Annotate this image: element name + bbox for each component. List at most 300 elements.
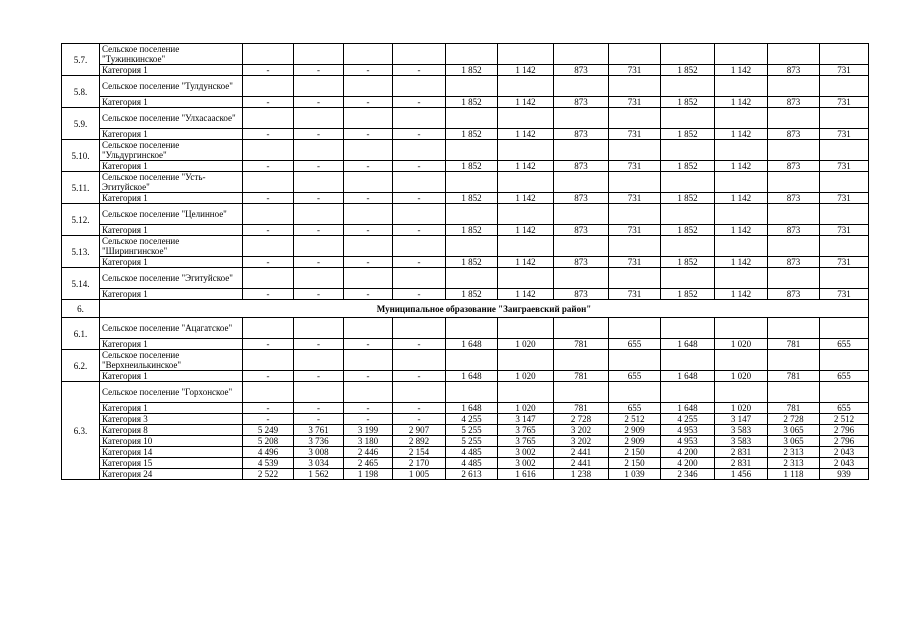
value-cell: - bbox=[393, 339, 446, 350]
settlement-code: 5.10. bbox=[62, 140, 100, 172]
value-cell: 3 147 bbox=[498, 414, 554, 425]
empty-cell bbox=[393, 76, 446, 97]
empty-cell bbox=[446, 318, 498, 339]
empty-cell bbox=[243, 204, 294, 225]
empty-cell bbox=[609, 76, 661, 97]
empty-cell bbox=[609, 382, 661, 403]
category-row bbox=[62, 193, 869, 204]
category-label: Категория 1 bbox=[100, 65, 243, 76]
empty-cell bbox=[820, 236, 869, 257]
value-cell: 873 bbox=[554, 161, 609, 172]
value-cell: - bbox=[393, 129, 446, 140]
value-cell: - bbox=[243, 289, 294, 300]
empty-cell bbox=[294, 382, 344, 403]
value-cell: 731 bbox=[609, 97, 661, 108]
empty-cell bbox=[446, 172, 498, 193]
value-cell: 2 441 bbox=[554, 458, 609, 469]
category-label: Категория 1 bbox=[100, 129, 243, 140]
value-cell: - bbox=[393, 403, 446, 414]
value-cell: 2 728 bbox=[554, 414, 609, 425]
value-cell: 3 180 bbox=[344, 436, 393, 447]
value-cell: 1 852 bbox=[661, 225, 715, 236]
value-cell: - bbox=[294, 161, 344, 172]
category-label: Категория 1 bbox=[100, 161, 243, 172]
value-cell: 1 142 bbox=[715, 193, 768, 204]
value-cell: - bbox=[344, 161, 393, 172]
empty-cell bbox=[715, 236, 768, 257]
value-cell: 3 583 bbox=[715, 425, 768, 436]
empty-cell bbox=[661, 236, 715, 257]
settlement-code: 5.9. bbox=[62, 108, 100, 140]
value-cell: 1 142 bbox=[715, 161, 768, 172]
value-cell: 2 441 bbox=[554, 447, 609, 458]
empty-cell bbox=[715, 350, 768, 371]
empty-cell bbox=[768, 140, 820, 161]
empty-cell bbox=[609, 44, 661, 65]
value-cell: 781 bbox=[554, 339, 609, 350]
settlement-row bbox=[62, 350, 869, 371]
value-cell: 1 852 bbox=[446, 65, 498, 76]
empty-cell bbox=[768, 76, 820, 97]
value-cell: 3 761 bbox=[294, 425, 344, 436]
value-cell: 2 512 bbox=[609, 414, 661, 425]
empty-cell bbox=[498, 236, 554, 257]
empty-cell bbox=[344, 204, 393, 225]
value-cell: 2 154 bbox=[393, 447, 446, 458]
value-cell: 873 bbox=[768, 65, 820, 76]
settlement-name: Сельское поселение "Горхонское" bbox=[100, 382, 243, 403]
empty-cell bbox=[715, 140, 768, 161]
value-cell: 731 bbox=[820, 161, 869, 172]
value-cell: - bbox=[294, 65, 344, 76]
empty-cell bbox=[609, 140, 661, 161]
value-cell: - bbox=[294, 371, 344, 382]
empty-cell bbox=[820, 350, 869, 371]
empty-cell bbox=[498, 140, 554, 161]
empty-cell bbox=[715, 76, 768, 97]
value-cell: - bbox=[243, 257, 294, 268]
value-cell: - bbox=[344, 65, 393, 76]
category-row bbox=[62, 436, 869, 447]
value-cell: - bbox=[344, 97, 393, 108]
value-cell: 4 255 bbox=[446, 414, 498, 425]
settlement-row bbox=[62, 172, 869, 193]
value-cell: 2 313 bbox=[768, 458, 820, 469]
value-cell: 1 142 bbox=[498, 193, 554, 204]
value-cell: 731 bbox=[820, 289, 869, 300]
settlement-code: 5.12. bbox=[62, 204, 100, 236]
value-cell: 1 142 bbox=[715, 257, 768, 268]
empty-cell bbox=[393, 204, 446, 225]
value-cell: - bbox=[294, 403, 344, 414]
value-cell: - bbox=[294, 97, 344, 108]
value-cell: - bbox=[344, 289, 393, 300]
settlement-row bbox=[62, 236, 869, 257]
value-cell: 3 765 bbox=[498, 425, 554, 436]
empty-cell bbox=[446, 44, 498, 65]
empty-cell bbox=[446, 76, 498, 97]
value-cell: 1 142 bbox=[498, 289, 554, 300]
value-cell: 4 485 bbox=[446, 458, 498, 469]
value-cell: - bbox=[393, 371, 446, 382]
value-cell: 1 142 bbox=[715, 225, 768, 236]
value-cell: 1 142 bbox=[715, 65, 768, 76]
value-cell: 5 255 bbox=[446, 436, 498, 447]
empty-cell bbox=[393, 382, 446, 403]
value-cell: 873 bbox=[554, 225, 609, 236]
value-cell: 873 bbox=[554, 65, 609, 76]
value-cell: 1 118 bbox=[768, 469, 820, 480]
value-cell: 873 bbox=[554, 193, 609, 204]
value-cell: 2 909 bbox=[609, 436, 661, 447]
settlement-row bbox=[62, 204, 869, 225]
settlement-row bbox=[62, 108, 869, 129]
empty-cell bbox=[554, 172, 609, 193]
empty-cell bbox=[609, 204, 661, 225]
value-cell: 1 039 bbox=[609, 469, 661, 480]
value-cell: - bbox=[243, 403, 294, 414]
value-cell: 3 002 bbox=[498, 458, 554, 469]
value-cell: - bbox=[243, 193, 294, 204]
empty-cell bbox=[554, 140, 609, 161]
value-cell: 2 150 bbox=[609, 447, 661, 458]
empty-cell bbox=[554, 76, 609, 97]
empty-cell bbox=[820, 108, 869, 129]
empty-cell bbox=[661, 172, 715, 193]
value-cell: 781 bbox=[768, 403, 820, 414]
value-cell: 4 200 bbox=[661, 458, 715, 469]
value-cell: 1 852 bbox=[446, 289, 498, 300]
value-cell: - bbox=[294, 225, 344, 236]
empty-cell bbox=[768, 268, 820, 289]
category-label: Категория 1 bbox=[100, 339, 243, 350]
value-cell: 1 852 bbox=[661, 257, 715, 268]
value-cell: 4 539 bbox=[243, 458, 294, 469]
empty-cell bbox=[554, 204, 609, 225]
category-row bbox=[62, 129, 869, 140]
empty-cell bbox=[243, 350, 294, 371]
empty-cell bbox=[820, 318, 869, 339]
category-label: Категория 1 bbox=[100, 225, 243, 236]
value-cell: 873 bbox=[768, 193, 820, 204]
value-cell: 3 065 bbox=[768, 425, 820, 436]
empty-cell bbox=[554, 268, 609, 289]
settlement-name: Сельское поселение "Эгитуйское" bbox=[100, 268, 243, 289]
value-cell: - bbox=[393, 414, 446, 425]
category-row bbox=[62, 289, 869, 300]
category-label: Категория 14 bbox=[100, 447, 243, 458]
category-row bbox=[62, 161, 869, 172]
empty-cell bbox=[393, 44, 446, 65]
value-cell: 873 bbox=[768, 257, 820, 268]
category-label: Категория 1 bbox=[100, 97, 243, 108]
empty-cell bbox=[243, 44, 294, 65]
value-cell: 873 bbox=[554, 97, 609, 108]
empty-cell bbox=[294, 236, 344, 257]
empty-cell bbox=[294, 108, 344, 129]
category-label: Категория 15 bbox=[100, 458, 243, 469]
empty-cell bbox=[820, 382, 869, 403]
value-cell: 731 bbox=[609, 129, 661, 140]
empty-cell bbox=[294, 350, 344, 371]
section-code: 6. bbox=[62, 300, 100, 318]
category-label: Категория 1 bbox=[100, 193, 243, 204]
value-cell: 2 728 bbox=[768, 414, 820, 425]
value-cell: 3 583 bbox=[715, 436, 768, 447]
empty-cell bbox=[344, 268, 393, 289]
value-cell: 731 bbox=[609, 257, 661, 268]
value-cell: 655 bbox=[609, 339, 661, 350]
value-cell: - bbox=[243, 129, 294, 140]
value-cell: - bbox=[393, 225, 446, 236]
value-cell: 2 346 bbox=[661, 469, 715, 480]
empty-cell bbox=[820, 204, 869, 225]
value-cell: 2 907 bbox=[393, 425, 446, 436]
empty-cell bbox=[344, 236, 393, 257]
empty-cell bbox=[661, 350, 715, 371]
empty-cell bbox=[715, 172, 768, 193]
value-cell: - bbox=[294, 257, 344, 268]
value-cell: - bbox=[243, 371, 294, 382]
empty-cell bbox=[715, 382, 768, 403]
settlement-name: Сельское поселение "Усть-Эгитуйское" bbox=[100, 172, 243, 193]
empty-cell bbox=[498, 382, 554, 403]
value-cell: 731 bbox=[609, 225, 661, 236]
value-cell: 873 bbox=[768, 97, 820, 108]
value-cell: 1 142 bbox=[498, 257, 554, 268]
category-row bbox=[62, 447, 869, 458]
value-cell: 1 852 bbox=[446, 161, 498, 172]
value-cell: 1 648 bbox=[446, 371, 498, 382]
value-cell: 2 313 bbox=[768, 447, 820, 458]
value-cell: 873 bbox=[768, 161, 820, 172]
value-cell: 731 bbox=[820, 225, 869, 236]
empty-cell bbox=[768, 108, 820, 129]
tariff-table bbox=[61, 43, 869, 480]
empty-cell bbox=[294, 44, 344, 65]
empty-cell bbox=[609, 236, 661, 257]
empty-cell bbox=[554, 350, 609, 371]
value-cell: 1 648 bbox=[446, 403, 498, 414]
value-cell: 2 043 bbox=[820, 447, 869, 458]
settlement-code: 6.2. bbox=[62, 350, 100, 382]
value-cell: - bbox=[344, 257, 393, 268]
settlement-name: Сельское поселение "Улхасаaское" bbox=[100, 108, 243, 129]
value-cell: 1 020 bbox=[715, 403, 768, 414]
value-cell: 731 bbox=[820, 193, 869, 204]
empty-cell bbox=[715, 268, 768, 289]
value-cell: 1 198 bbox=[344, 469, 393, 480]
value-cell: 655 bbox=[609, 403, 661, 414]
empty-cell bbox=[243, 268, 294, 289]
value-cell: 731 bbox=[609, 193, 661, 204]
settlement-row bbox=[62, 268, 869, 289]
value-cell: 1 852 bbox=[446, 193, 498, 204]
empty-cell bbox=[609, 350, 661, 371]
empty-cell bbox=[715, 44, 768, 65]
empty-cell bbox=[768, 172, 820, 193]
value-cell: 2 446 bbox=[344, 447, 393, 458]
value-cell: 2 892 bbox=[393, 436, 446, 447]
value-cell: 873 bbox=[768, 289, 820, 300]
value-cell: 1 020 bbox=[498, 339, 554, 350]
value-cell: 781 bbox=[554, 403, 609, 414]
value-cell: 1 020 bbox=[715, 339, 768, 350]
value-cell: - bbox=[243, 65, 294, 76]
value-cell: 781 bbox=[554, 371, 609, 382]
category-row bbox=[62, 371, 869, 382]
value-cell: 4 953 bbox=[661, 436, 715, 447]
empty-cell bbox=[554, 108, 609, 129]
value-cell: 731 bbox=[609, 161, 661, 172]
empty-cell bbox=[498, 108, 554, 129]
value-cell: 4 200 bbox=[661, 447, 715, 458]
empty-cell bbox=[393, 236, 446, 257]
value-cell: 2 796 bbox=[820, 425, 869, 436]
value-cell: 5 249 bbox=[243, 425, 294, 436]
settlement-code: 5.8. bbox=[62, 76, 100, 108]
value-cell: 2 909 bbox=[609, 425, 661, 436]
empty-cell bbox=[344, 140, 393, 161]
empty-cell bbox=[344, 108, 393, 129]
empty-cell bbox=[446, 108, 498, 129]
value-cell: - bbox=[344, 371, 393, 382]
empty-cell bbox=[554, 44, 609, 65]
category-label: Категория 3 bbox=[100, 414, 243, 425]
value-cell: - bbox=[393, 289, 446, 300]
value-cell: 4 496 bbox=[243, 447, 294, 458]
value-cell: 1 020 bbox=[498, 403, 554, 414]
value-cell: 873 bbox=[554, 257, 609, 268]
empty-cell bbox=[344, 76, 393, 97]
value-cell: 655 bbox=[820, 403, 869, 414]
empty-cell bbox=[446, 236, 498, 257]
value-cell: 1 648 bbox=[661, 403, 715, 414]
value-cell: 3 034 bbox=[294, 458, 344, 469]
value-cell: 1 852 bbox=[446, 129, 498, 140]
empty-cell bbox=[243, 318, 294, 339]
settlement-code: 6.3. bbox=[62, 382, 100, 480]
empty-cell bbox=[661, 76, 715, 97]
section-title: Муниципальное образование "Заиграевский район" bbox=[100, 300, 869, 318]
empty-cell bbox=[661, 204, 715, 225]
settlement-name: Сельское поселение "Верхнеилькинское" bbox=[100, 350, 243, 371]
settlement-row bbox=[62, 140, 869, 161]
value-cell: - bbox=[243, 339, 294, 350]
value-cell: 4 255 bbox=[661, 414, 715, 425]
value-cell: - bbox=[393, 97, 446, 108]
value-cell: 731 bbox=[820, 65, 869, 76]
empty-cell bbox=[554, 382, 609, 403]
empty-cell bbox=[344, 350, 393, 371]
value-cell: 655 bbox=[820, 339, 869, 350]
value-cell: 3 008 bbox=[294, 447, 344, 458]
settlement-row bbox=[62, 382, 869, 403]
empty-cell bbox=[393, 318, 446, 339]
category-label: Категория 24 bbox=[100, 469, 243, 480]
empty-cell bbox=[344, 318, 393, 339]
value-cell: - bbox=[294, 414, 344, 425]
value-cell: 5 255 bbox=[446, 425, 498, 436]
settlement-code: 5.11. bbox=[62, 172, 100, 204]
value-cell: - bbox=[243, 225, 294, 236]
value-cell: 1 852 bbox=[661, 65, 715, 76]
value-cell: 1 616 bbox=[498, 469, 554, 480]
empty-cell bbox=[446, 140, 498, 161]
settlement-row bbox=[62, 318, 869, 339]
value-cell: 1 852 bbox=[661, 97, 715, 108]
empty-cell bbox=[661, 108, 715, 129]
category-row bbox=[62, 458, 869, 469]
settlement-code: 5.7. bbox=[62, 44, 100, 76]
settlement-code: 5.14. bbox=[62, 268, 100, 300]
value-cell: 1 852 bbox=[661, 289, 715, 300]
category-row bbox=[62, 97, 869, 108]
empty-cell bbox=[393, 108, 446, 129]
empty-cell bbox=[609, 318, 661, 339]
empty-cell bbox=[820, 140, 869, 161]
section-row bbox=[62, 300, 869, 318]
empty-cell bbox=[446, 350, 498, 371]
value-cell: 2 831 bbox=[715, 458, 768, 469]
value-cell: 731 bbox=[609, 65, 661, 76]
category-row bbox=[62, 469, 869, 480]
category-label: Категория 8 bbox=[100, 425, 243, 436]
empty-cell bbox=[393, 172, 446, 193]
empty-cell bbox=[393, 140, 446, 161]
value-cell: 2 512 bbox=[820, 414, 869, 425]
value-cell: - bbox=[294, 289, 344, 300]
empty-cell bbox=[294, 268, 344, 289]
empty-cell bbox=[243, 172, 294, 193]
value-cell: 1 456 bbox=[715, 469, 768, 480]
value-cell: 1 142 bbox=[498, 97, 554, 108]
empty-cell bbox=[768, 382, 820, 403]
value-cell: 939 bbox=[820, 469, 869, 480]
value-cell: 1 852 bbox=[446, 225, 498, 236]
empty-cell bbox=[446, 268, 498, 289]
empty-cell bbox=[243, 108, 294, 129]
value-cell: - bbox=[294, 339, 344, 350]
empty-cell bbox=[243, 236, 294, 257]
value-cell: - bbox=[344, 225, 393, 236]
empty-cell bbox=[768, 318, 820, 339]
empty-cell bbox=[294, 140, 344, 161]
empty-cell bbox=[498, 172, 554, 193]
settlement-row bbox=[62, 44, 869, 65]
empty-cell bbox=[243, 76, 294, 97]
empty-cell bbox=[498, 350, 554, 371]
value-cell: 781 bbox=[768, 339, 820, 350]
value-cell: 2 522 bbox=[243, 469, 294, 480]
empty-cell bbox=[393, 350, 446, 371]
category-label: Категория 10 bbox=[100, 436, 243, 447]
value-cell: 3 147 bbox=[715, 414, 768, 425]
empty-cell bbox=[554, 318, 609, 339]
empty-cell bbox=[609, 172, 661, 193]
empty-cell bbox=[715, 108, 768, 129]
value-cell: 731 bbox=[820, 257, 869, 268]
empty-cell bbox=[768, 204, 820, 225]
value-cell: 1 648 bbox=[661, 339, 715, 350]
empty-cell bbox=[446, 204, 498, 225]
value-cell: 3 065 bbox=[768, 436, 820, 447]
empty-cell bbox=[820, 44, 869, 65]
category-row bbox=[62, 403, 869, 414]
empty-cell bbox=[768, 350, 820, 371]
category-row bbox=[62, 225, 869, 236]
value-cell: - bbox=[344, 193, 393, 204]
